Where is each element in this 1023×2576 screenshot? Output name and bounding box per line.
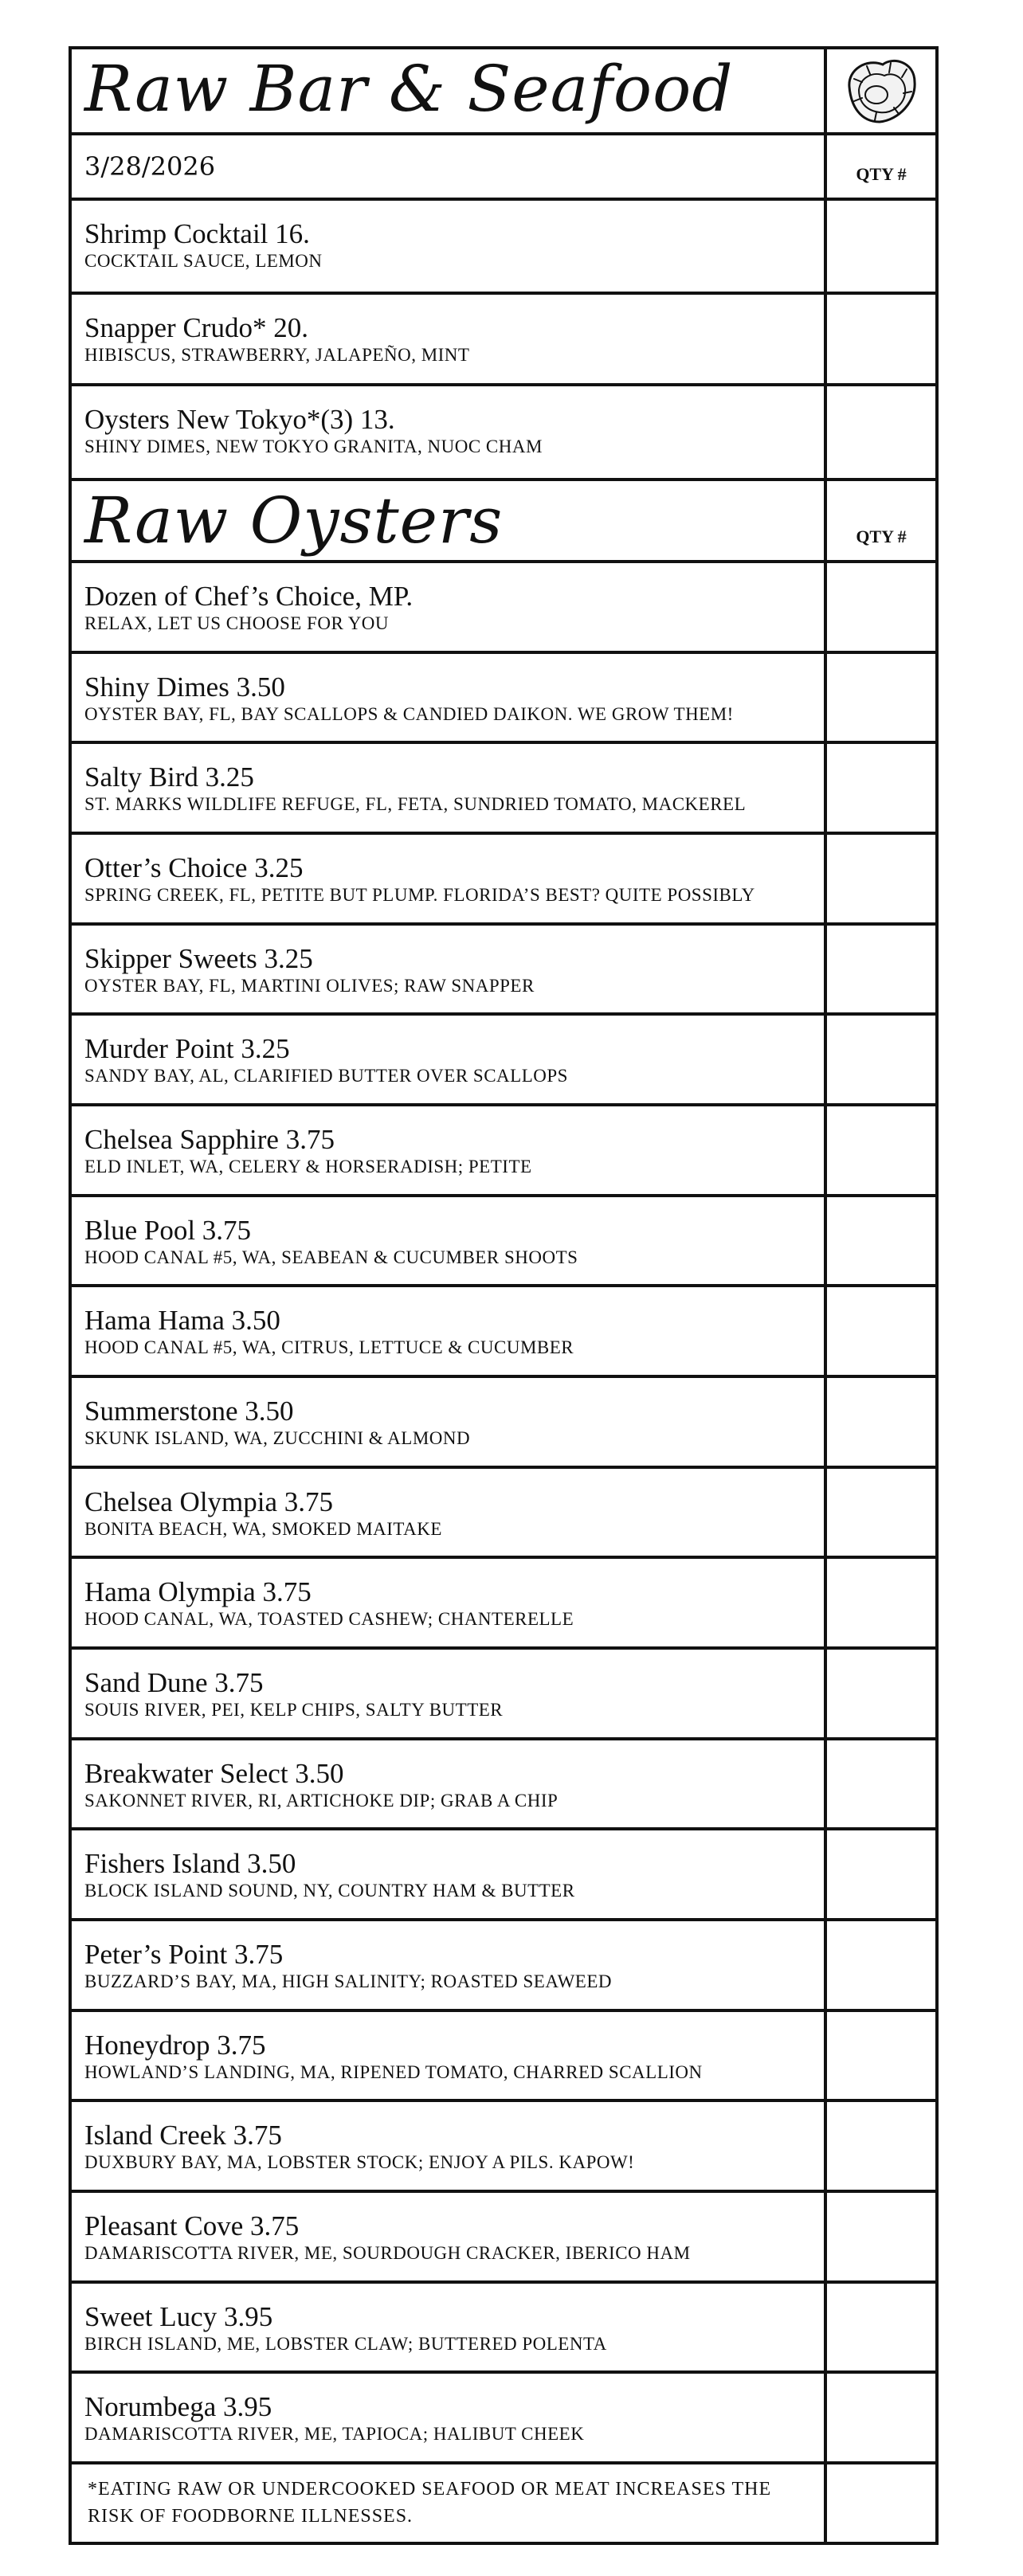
item-name: Dozen of Chef’s Choice, MP. <box>84 581 414 612</box>
qty-entry-cell[interactable] <box>827 835 935 922</box>
item-name: Island Creek 3.75 <box>84 2120 282 2151</box>
menu-item-row <box>69 835 939 926</box>
menu-item-row <box>69 1378 939 1469</box>
menu-item-row <box>69 654 939 744</box>
menu-item-cell <box>72 201 827 292</box>
qty-entry-cell[interactable] <box>827 926 935 1012</box>
title-row <box>69 46 939 135</box>
menu-item-row <box>69 1830 939 1921</box>
raw-bar-list <box>69 201 939 481</box>
item-name: Otter’s Choice 3.25 <box>84 852 304 883</box>
oyster-logo-icon <box>843 55 919 127</box>
qty-entry-cell[interactable] <box>827 1197 935 1284</box>
item-name: Norumbega 3.95 <box>84 2391 272 2422</box>
item-name: Chelsea Sapphire 3.75 <box>84 1124 335 1155</box>
menu-item-row <box>69 2102 939 2193</box>
title-cell <box>72 49 827 132</box>
menu-item-cell <box>72 835 827 922</box>
item-description: COCKTAIL SAUCE, LEMON <box>84 251 323 271</box>
menu-item-cell <box>72 2374 827 2461</box>
date-cell <box>72 135 827 198</box>
item-description: BIRCH ISLAND, ME, LOBSTER CLAW; BUTTERED POLENTA <box>84 2334 607 2354</box>
qty-entry-cell[interactable] <box>827 1287 935 1375</box>
menu-item-cell <box>72 1197 827 1284</box>
menu-item-cell <box>72 1469 827 1556</box>
menu-item-cell <box>72 1016 827 1103</box>
oyster-list <box>69 563 939 2464</box>
menu-item-cell <box>72 1740 827 1827</box>
item-description: SHINY DIMES, NEW TOKYO GRANITA, NUOC CHAM <box>84 437 543 456</box>
qty-entry-cell[interactable] <box>827 1921 935 2009</box>
date-row <box>69 135 939 201</box>
item-name: Chelsea Olympia 3.75 <box>84 1486 334 1517</box>
item-description: SAKONNET RIVER, RI, ARTICHOKE DIP; GRAB A CHIP <box>84 1791 559 1811</box>
item-name: Blue Pool 3.75 <box>84 1215 252 1246</box>
item-name: Summerstone 3.50 <box>84 1396 294 1427</box>
qty-entry-cell[interactable] <box>827 386 935 478</box>
qty-entry-cell[interactable] <box>827 2193 935 2280</box>
item-description: BLOCK ISLAND SOUND, NY, COUNTRY HAM & BUTTER <box>84 1881 575 1901</box>
menu-item-cell <box>72 2012 827 2099</box>
qty-entry-cell[interactable] <box>827 1650 935 1737</box>
item-name: Shiny Dimes 3.50 <box>84 671 285 703</box>
item-name: Sand Dune 3.75 <box>84 1667 264 1698</box>
disclaimer-text: *EATING RAW OR UNDERCOOKED SEAFOOD OR MEAT INCREASES THE RISK OF FOODBORNE ILLNESSES. <box>88 2479 772 2527</box>
menu-item-cell <box>72 744 827 832</box>
menu-item-row <box>69 1559 939 1650</box>
item-name: Hama Hama 3.50 <box>84 1305 280 1336</box>
menu-item-row <box>69 2374 939 2464</box>
qty-label: QTY # <box>856 164 907 184</box>
item-name: Murder Point 3.25 <box>84 1033 290 1064</box>
qty-entry-cell[interactable] <box>827 1378 935 1466</box>
raw-oysters-header-row <box>69 481 939 563</box>
menu-item-row <box>69 295 939 386</box>
qty-entry-cell[interactable] <box>827 2284 935 2370</box>
disclaimer-cell <box>72 2464 827 2542</box>
qty-entry-cell[interactable] <box>827 1016 935 1103</box>
menu-item-cell <box>72 1650 827 1737</box>
item-name: Sweet Lucy 3.95 <box>84 2301 273 2332</box>
page-title: Raw Bar & Seafood <box>84 52 734 126</box>
item-name: Fishers Island 3.50 <box>84 1848 296 1879</box>
item-description: OYSTER BAY, FL, BAY SCALLOPS & CANDIED DAIKON. WE GROW THEM! <box>84 704 734 724</box>
qty-entry-cell[interactable] <box>827 1559 935 1646</box>
item-description: HOOD CANAL, WA, TOASTED CASHEW; CHANTERELLE <box>84 1609 574 1629</box>
item-description: DUXBURY BAY, MA, LOBSTER STOCK; ENJOY A PILS. KAPOW! <box>84 2152 635 2172</box>
menu-item-row <box>69 1016 939 1106</box>
item-description: ST. MARKS WILDLIFE REFUGE, FL, FETA, SUNDRIED TOMATO, MACKEREL <box>84 794 747 814</box>
item-description: SOUIS RIVER, PEI, KELP CHIPS, SALTY BUTTER <box>84 1700 504 1720</box>
item-name: Snapper Crudo* 20. <box>84 312 308 343</box>
item-name: Pleasant Cove 3.75 <box>84 2210 300 2241</box>
qty-entry-cell[interactable] <box>827 1106 935 1194</box>
menu-item-cell <box>72 2102 827 2190</box>
section-title: Raw Oysters <box>84 483 504 558</box>
item-description: OYSTER BAY, FL, MARTINI OLIVES; RAW SNAPPER <box>84 976 535 996</box>
logo-cell <box>827 49 935 132</box>
menu-sheet <box>69 46 939 2545</box>
menu-item-cell <box>72 1830 827 1918</box>
menu-item-row <box>69 744 939 835</box>
item-name: Oysters New Tokyo*(3) 13. <box>84 404 395 435</box>
raw-oysters-title-cell <box>72 481 827 560</box>
item-description: HIBISCUS, STRAWBERRY, JALAPEÑO, MINT <box>84 345 470 365</box>
qty-label: QTY # <box>856 527 907 546</box>
menu-item-cell <box>72 563 827 651</box>
qty-entry-cell[interactable] <box>827 1830 935 1918</box>
item-name: Hama Olympia 3.75 <box>84 1576 312 1607</box>
qty-entry-cell[interactable] <box>827 201 935 292</box>
menu-item-cell <box>72 1378 827 1466</box>
item-description: BONITA BEACH, WA, SMOKED MAITAKE <box>84 1519 442 1539</box>
qty-entry-cell[interactable] <box>827 563 935 651</box>
qty-entry-cell[interactable] <box>827 1740 935 1827</box>
item-description: HOOD CANAL #5, WA, CITRUS, LETTUCE & CUCUMBER <box>84 1337 574 1357</box>
item-description: HOOD CANAL #5, WA, SEABEAN & CUCUMBER SHOOTS <box>84 1247 578 1267</box>
menu-item-cell <box>72 1559 827 1646</box>
item-name: Peter’s Point 3.75 <box>84 1939 284 1970</box>
menu-item-cell <box>72 1106 827 1194</box>
item-name: Honeydrop 3.75 <box>84 2030 266 2061</box>
item-description: ELD INLET, WA, CELERY & HORSERADISH; PETITE <box>84 1157 532 1176</box>
item-name: Breakwater Select 3.50 <box>84 1758 344 1789</box>
item-name: Skipper Sweets 3.25 <box>84 943 313 974</box>
menu-item-row <box>69 1106 939 1197</box>
item-description: RELAX, LET US CHOOSE FOR YOU <box>84 613 390 633</box>
item-name: Salty Bird 3.25 <box>84 761 254 793</box>
menu-item-row <box>69 926 939 1016</box>
menu-item-row <box>69 1740 939 1830</box>
menu-item-row <box>69 2012 939 2102</box>
disclaimer-row <box>69 2464 939 2545</box>
qty-header-cell <box>827 481 935 560</box>
menu-date: 3/28/2026 <box>84 151 216 182</box>
qty-entry-cell[interactable] <box>827 1469 935 1556</box>
menu-item-cell <box>72 386 827 478</box>
qty-header-cell <box>827 135 935 198</box>
item-description: SPRING CREEK, FL, PETITE BUT PLUMP. FLORIDA’S BEST? QUITE POSSIBLY <box>84 885 755 905</box>
qty-entry-cell[interactable] <box>827 2374 935 2461</box>
menu-item-row <box>69 1650 939 1740</box>
qty-entry-cell[interactable] <box>827 295 935 383</box>
menu-item-row <box>69 1469 939 1559</box>
menu-item-row <box>69 2193 939 2284</box>
qty-entry-cell[interactable] <box>827 744 935 832</box>
qty-entry-cell[interactable] <box>827 654 935 741</box>
menu-item-row <box>69 2284 939 2374</box>
menu-item-cell <box>72 926 827 1012</box>
item-description: SKUNK ISLAND, WA, ZUCCHINI & ALMOND <box>84 1428 471 1448</box>
qty-entry-cell[interactable] <box>827 2012 935 2099</box>
menu-item-row <box>69 1921 939 2012</box>
menu-item-cell <box>72 1921 827 2009</box>
menu-item-cell <box>72 295 827 383</box>
menu-item-cell <box>72 1287 827 1375</box>
menu-item-row <box>69 386 939 481</box>
item-name: Shrimp Cocktail 16. <box>84 218 310 249</box>
item-description: DAMARISCOTTA RIVER, ME, SOURDOUGH CRACKER, IBERICO HAM <box>84 2243 691 2263</box>
qty-entry-cell[interactable] <box>827 2102 935 2190</box>
qty-entry-cell[interactable] <box>827 2464 935 2542</box>
item-description: DAMARISCOTTA RIVER, ME, TAPIOCA; HALIBUT CHEEK <box>84 2424 585 2444</box>
item-description: HOWLAND’S LANDING, MA, RIPENED TOMATO, CHARRED SCALLION <box>84 2062 703 2082</box>
item-description: BUZZARD’S BAY, MA, HIGH SALINITY; ROASTED SEAWEED <box>84 1971 612 1991</box>
menu-item-row <box>69 1287 939 1378</box>
menu-item-row <box>69 201 939 295</box>
item-description: SANDY BAY, AL, CLARIFIED BUTTER OVER SCALLOPS <box>84 1066 568 1086</box>
menu-item-cell <box>72 2193 827 2280</box>
menu-item-row <box>69 563 939 654</box>
menu-item-cell <box>72 654 827 741</box>
menu-item-row <box>69 1197 939 1287</box>
menu-item-cell <box>72 2284 827 2370</box>
